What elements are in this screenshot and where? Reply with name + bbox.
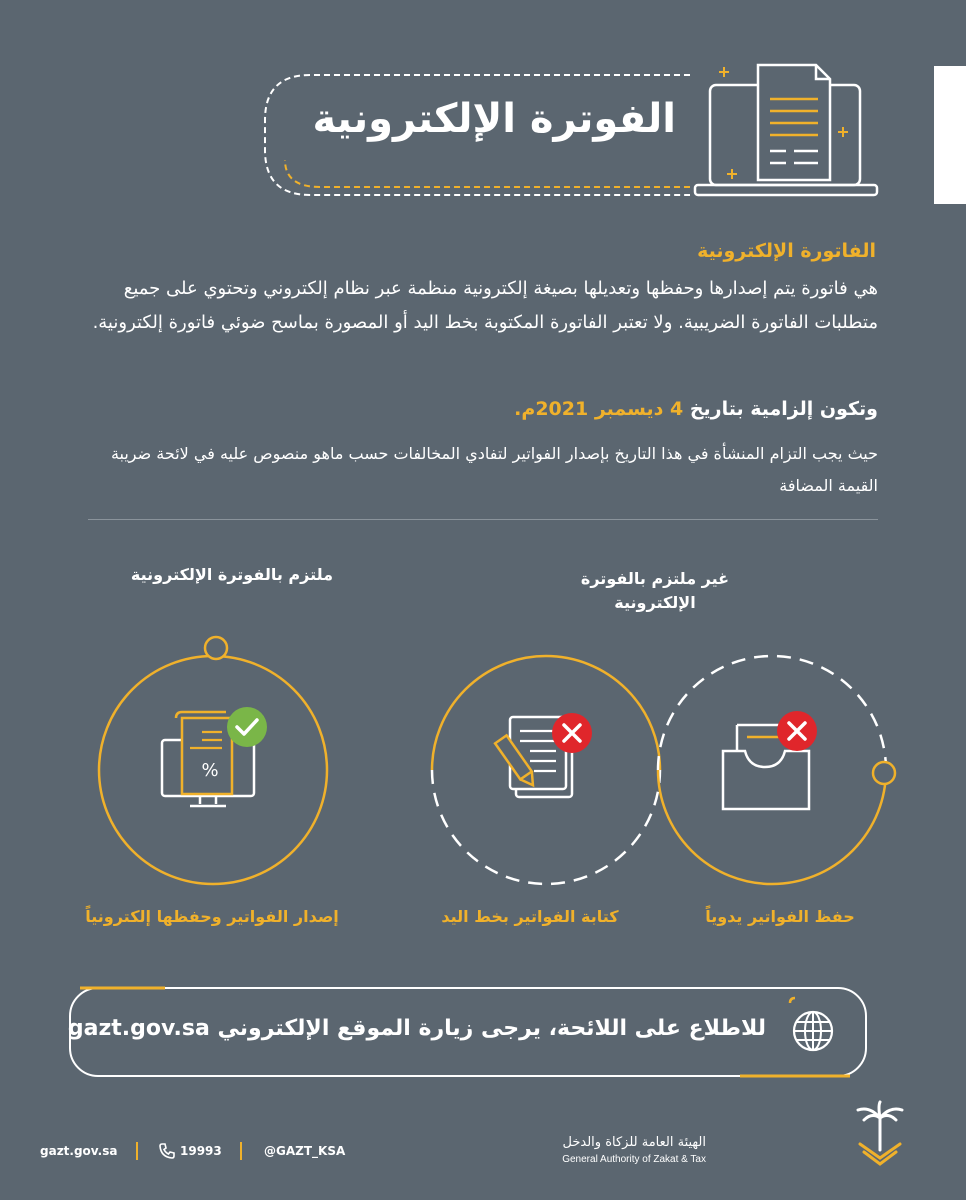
globe-icon bbox=[790, 1008, 836, 1054]
caption-manual-keeping: حفظ الفواتير يدوياً bbox=[705, 907, 855, 926]
definition-heading: الفاتورة الإلكترونية bbox=[697, 240, 876, 262]
section-divider bbox=[88, 519, 878, 520]
footer-website[interactable]: gazt.gov.sa bbox=[40, 1144, 118, 1158]
gazt-logo-icon bbox=[850, 1100, 910, 1170]
mandatory-prefix: وتكون إلزامية بتاريخ bbox=[683, 398, 878, 420]
org-name-english: General Authority of Zakat & Tax bbox=[562, 1154, 706, 1165]
mandatory-date-line bbox=[514, 398, 878, 420]
laptop-document-icon bbox=[690, 55, 890, 205]
website-banner-text[interactable]: للاطلاع على اللائحة، يرجى زيارة الموقع الإلكتروني gazt.gov.sa bbox=[67, 1016, 766, 1041]
footer-handle[interactable]: @GAZT_KSA bbox=[264, 1144, 346, 1158]
compliant-heading: ملتزم بالفوترة الإلكترونية bbox=[130, 565, 334, 584]
check-badge-icon bbox=[226, 706, 268, 748]
svg-text:%: % bbox=[201, 760, 219, 781]
footer-separator bbox=[240, 1142, 242, 1160]
phone-icon bbox=[158, 1142, 176, 1160]
noncompliant-heading: غير ملتزم بالفوترة الإلكترونية bbox=[580, 569, 730, 612]
mandatory-text: حيث يجب التزام المنشأة في هذا التاريخ بإصدار الفواتير لتفادي المخالفات حسب ماهو منصوص عليه في لائحة ضريبة القيمة المضافة bbox=[110, 444, 878, 495]
mandatory-date: 4 ديسمبر 2021م. bbox=[514, 398, 684, 420]
caption-electronic: إصدار الفواتير وحفظها إلكترونياً bbox=[85, 907, 339, 926]
cross-badge-icon bbox=[551, 712, 593, 754]
footer-phone[interactable]: 19993 bbox=[180, 1144, 222, 1158]
cross-badge-icon bbox=[776, 710, 818, 752]
footer-separator bbox=[136, 1142, 138, 1160]
org-name-arabic: الهيئة العامة للزكاة والدخل bbox=[562, 1135, 706, 1150]
page-title: الفوترة الإلكترونية bbox=[312, 96, 676, 142]
definition-text: هي فاتورة يتم إصدارها وحفظها وتعديلها بصيغة إلكترونية منظمة عبر نظام إلكتروني وتحتوي على جميع متطلبات الفاتورة الضريبية. ولا تعتبر الفاتورة المكتوبة بخط اليد أو المصورة بماسح ضوئي فاتورة إلكترونية. bbox=[92, 278, 878, 333]
caption-handwriting: كتابة الفواتير بخط اليد bbox=[441, 907, 619, 926]
